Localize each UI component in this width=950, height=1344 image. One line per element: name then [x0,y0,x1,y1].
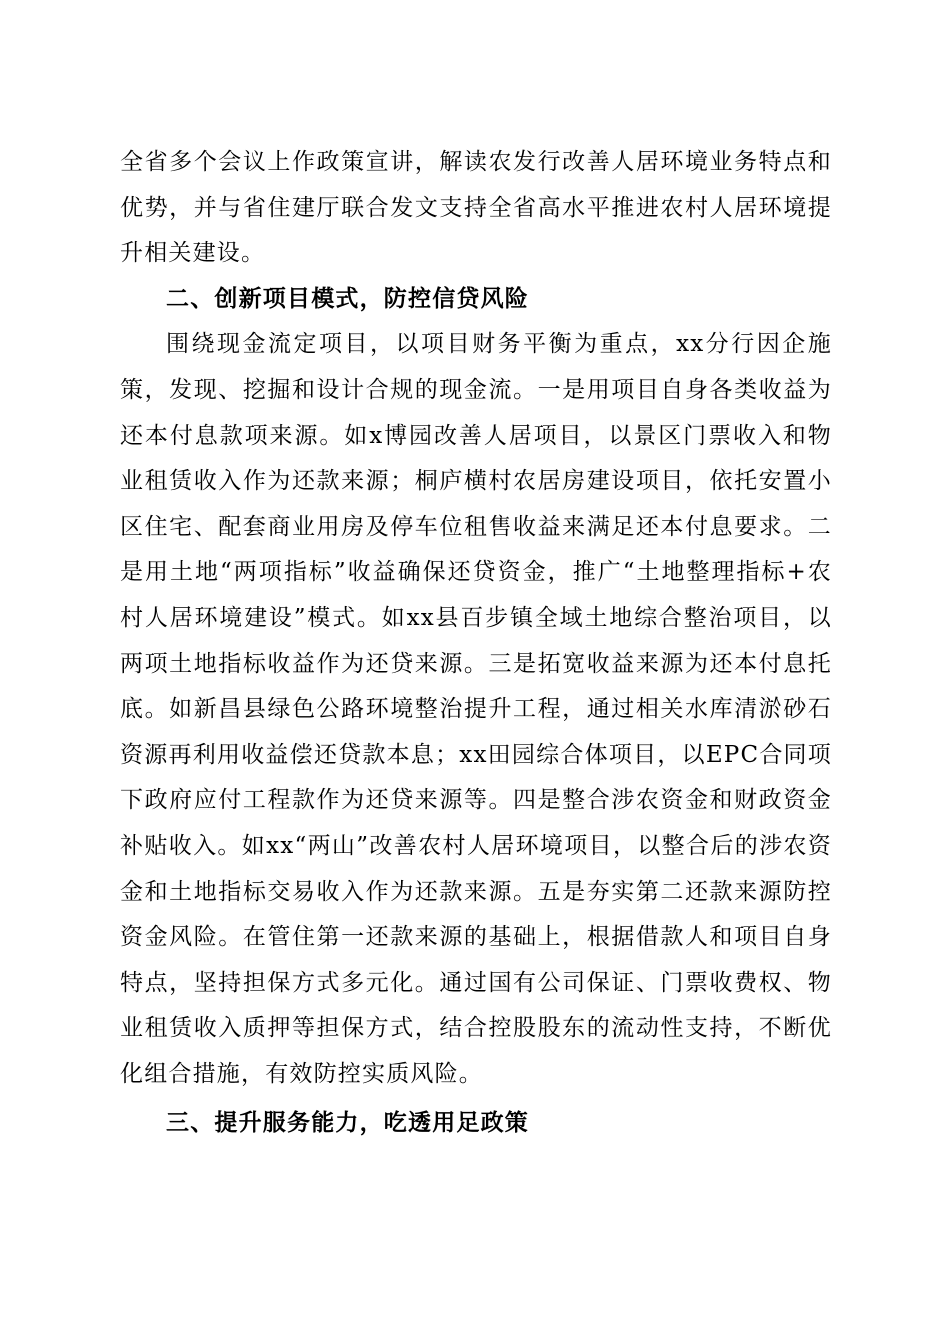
continued-paragraph: 全省多个会议上作政策宣讲，解读农发行改善人居环境业务特点和优势，并与省住建厅联合发文支持全省高水平推进农村人居环境提升相关建设。 [120,149,832,267]
section-heading-2: 二、创新项目模式，防控信贷风险 [166,285,529,312]
section-heading-3: 三、提升服务能力，吃透用足政策 [166,1110,529,1137]
section-2-paragraph: 围绕现金流定项目，以项目财务平衡为重点，xx分行因企施策，发现、挖掘和设计合规的现金流。一是用项目自身各类收益为还本付息款项来源。如x博园改善人居项目，以景区门票收入和物业租赁收入作为还款来源；桐庐横村农居房建设项目，依托安置小区住宅、配套商业用房及停车位租售收益来满足还本付息要求。二是用土地“两项指标”收益确保还贷资金，推广“土地整理指标+农村人居环境建设”模式。如xx县百步镇全域土地综合整治项目，以两项土地指标收益作为还贷来源。三是拓宽收益来源为还本付息托底。如新昌县绿色公路环境整治提升工程，通过相关水库清淤砂石资源再利用收益偿还贷款本息；xx田园综合体项目，以EPC合同项下政府应付工程款作为还贷来源等。四是整合涉农资金和财政资金补贴收入。如xx“两山”改善农村人居环境项目，以整合后的涉农资金和土地指标交易收入作为还款来源。五是夯实第二还款来源防控资金风险。在管住第一还款来源的基础上，根据借款人和项目自身特点，坚持担保方式多元化。通过国有公司保证、门票收费权、物业租赁收入质押等担保方式，结合控股股东的流动性支持，不断优化组合措施，有效防控实质风险。 [120,331,832,1087]
document-page [120,140,832,1147]
